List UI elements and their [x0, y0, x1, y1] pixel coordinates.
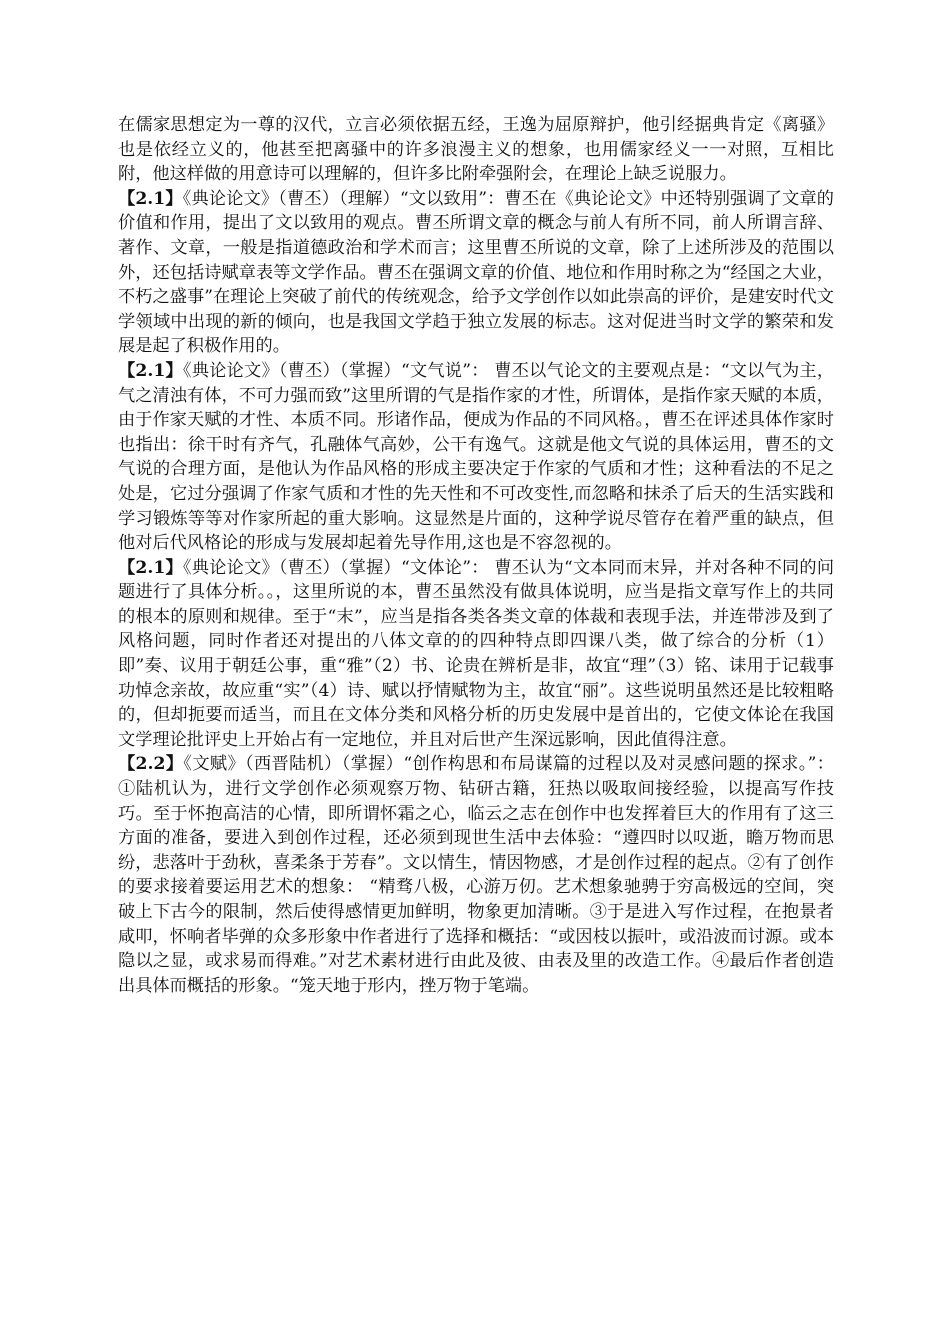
- paragraph-wen-ti-lun: [118, 556, 834, 753]
- paragraph-text: 《典论论文》（曹丕）（掌握）“文体论”： 曹丕认为“文本同而末异，并对各种不同的问题进行了具体分析。。，这里所说的本，曹丕虽然没有做具体说明，应当是指文章写作上的共同的根本的原则和规律。至于“末”，应当是指各类各类文章的体裁和表现手法，并连带涉及到了风格问题，同时作者还对提出的八体文章的的四种特点即四课八类，做了综合的分析（1）即”奏、议用于朝廷公事，重“雅”（2）书、论贵在辨析是非，故宜“理”（3）铭、诔用于记载事功悼念亲故，故应重“实”（4）诗、赋以抒情赋物为主，故宜“丽”。这些说明虽然还是比较粗略的，但却扼要而适当，而且在文体分类和风格分析的历史发展中是首出的，它使文体论在我国文学理论批评史上开始占有一定地位，并且对后世产生深远影响，因此值得注意。: [118, 557, 835, 750]
- paragraph-text: 《典论论文》（曹丕）（理解）“文以致用”：曹丕在《典论论文》中还特别强调了文章的价值和作用，提出了文以致用的观点。曹丕所谓文章的概念与前人有所不同，前人所谓言辞、著作、文章，一般是指道德政治和学术而言；这里曹丕所说的文章，除了上述所涉及的范围以外，还包括诗赋章表等文学作品。曹丕在强调文章的价值、地位和作用时称之为“经国之大业，不朽之盛事”在理论上突破了前代的传统观念，给予文学创作以如此崇高的评价，是建安时代文学领域中出现的新的倾向，也是我国文学趋于独立发展的标志。这对促进当时文学的繁荣和发展是起了积极作用的。: [118, 188, 834, 357]
- paragraph-text: 在儒家思想定为一尊的汉代，立言必须依据五经，王逸为屈原辩护，他引经据典肯定《离骚》也是依经立义的，他甚至把离骚中的许多浪漫主义的想象，也用儒家经义一一对照，互相比附，他这样做的用意诗可以理解的，但许多比附牵强附会，在理论上缺乏说服力。: [118, 115, 834, 185]
- section-tag: 【2.1】: [118, 557, 183, 578]
- paragraph-intro: [118, 113, 834, 187]
- paragraph-text: 《文赋》（西晋陆机）（掌握）“创作构思和布局谋篇的过程以及对灵感问题的探求。”：①陆机认为，进行文学创作必须观察万物、钻研古籍，狂热以吸取间接经验，以提高写作技巧。至于怀抱高洁的心情，即所谓怀霜之心，临云之志在创作中也发挥着巨大的作用有了这三方面的准备，要进入到创作过程，还必须到现世生活中去体验：“遵四时以叹逝，瞻万物而思纷，悲落叶于劲秋，喜柔条于芳春”。文以情生，情因物感，才是创作过程的起点。②有了创作的要求接着要运用艺术的想象： “精骛八极，心游万仞。艺术想象驰骋于穷高极远的空间，突破上下古今的限制，然后使得感情更加鲜明，物象更加清晰。③于是进入写作过程，在抱景者咸叩，怀响者毕弹的众多形象中作者进行了选择和概括：“或因枝以振叶，或沿波而讨源。或本隐以之显，或求易而得难。”对艺术素材进行由此及彼、由表及里的改造工作。④最后作者创造出具体而概括的形象。“笼天地于形内，挫万物于笔端。: [118, 754, 834, 996]
- paragraph-wen-qi-shuo: [118, 359, 834, 556]
- paragraph-text: 《典论论文》（曹丕）（掌握）“文气说”： 曹丕以气论文的主要观点是：“文以气为主，气之清浊有体，不可力强而致”这里所谓的气是指作家的才性，所谓体，是指作家天赋的本质，由于作家天赋的才性、本质不同。形诸作品，便成为作品的不同风格。，曹丕在评述具体作家时也指出：徐干时有齐气，孔融体气高妙，公干有逸气。这就是他文气说的具体运用，曹丕的文气说的合理方面，是他认为作品风格的形成主要决定于作家的气质和才性；这种看法的不足之处是，它过分强调了作家气质和才性的先天性和不可改变性,而忽略和抹杀了后天的生活实践和学习锻炼等等对作家所起的重大影响。这显然是片面的，这种学说尽管存在着严重的缺点，但他对后代风格论的形成与发展却起着先导作用,这也是不容忽视的。: [118, 360, 835, 554]
- section-tag: 【2.2】: [118, 754, 184, 775]
- document-page: [118, 113, 834, 998]
- section-tag: 【2.1】: [118, 188, 183, 209]
- paragraph-wen-fu: [118, 752, 834, 998]
- section-tag: 【2.1】: [118, 360, 183, 381]
- paragraph-wen-yi-zhi-yong: [118, 187, 834, 359]
